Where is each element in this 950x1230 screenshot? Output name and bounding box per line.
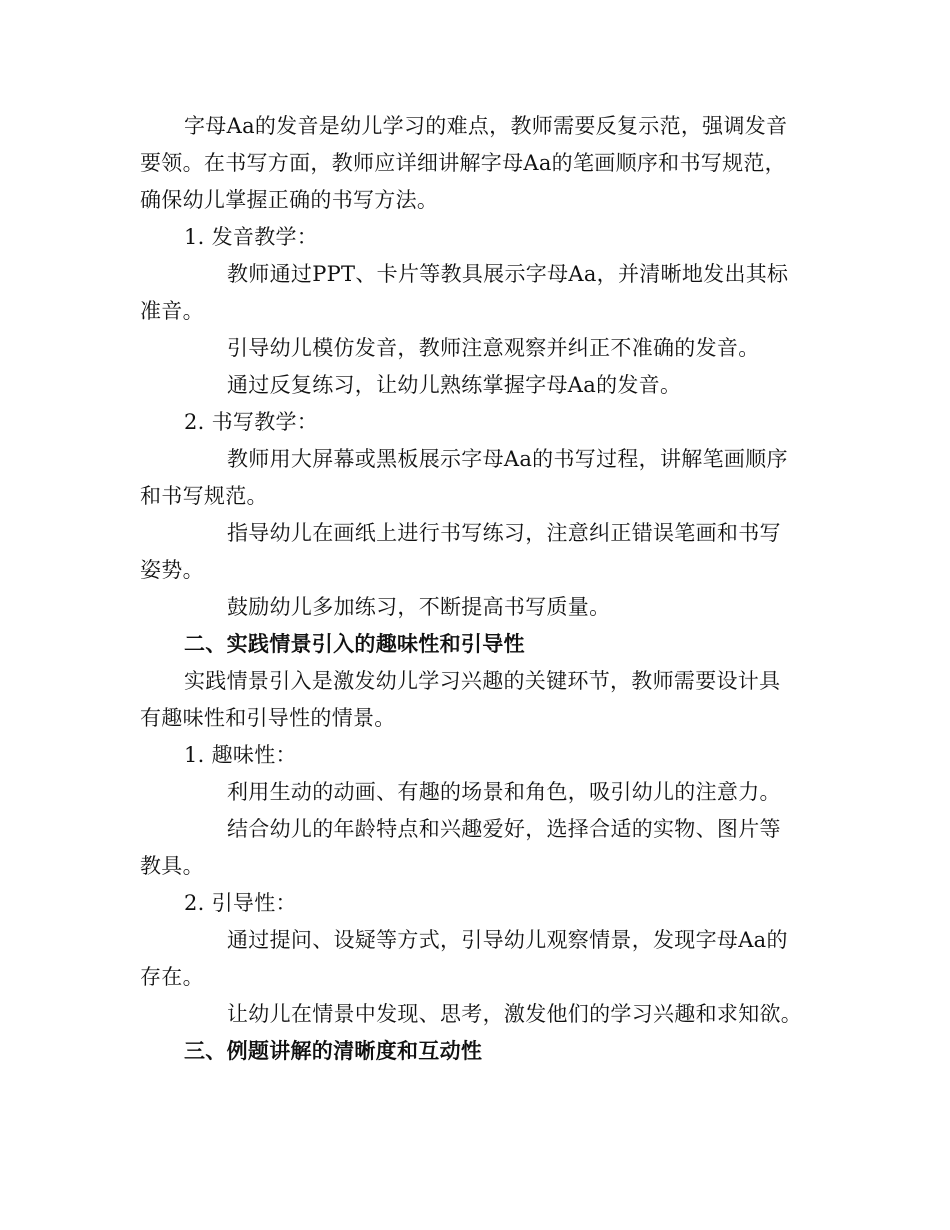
- section-heading: 三、例题讲解的清晰度和互动性: [184, 1038, 483, 1063]
- paragraph-line: 结合幼儿的年龄特点和兴趣爱好，选择合适的实物、图片等: [227, 817, 781, 841]
- paragraph-line: 教师通过PPT、卡片等教具展示字母Aa，并清晰地发出其标: [227, 262, 789, 286]
- paragraph-line: 姿势。: [140, 558, 204, 582]
- list-heading: 2. 引导性：: [184, 891, 297, 915]
- paragraph-line: 有趣味性和引导性的情景。: [140, 706, 396, 730]
- paragraph-line: 实践情景引入是激发幼儿学习兴趣的关键环节，教师需要设计具: [184, 669, 781, 693]
- paragraph-line: 通过提问、设疑等方式，引导幼儿观察情景，发现字母Aa的: [227, 928, 788, 952]
- section-heading: 二、实践情景引入的趣味性和引导性: [184, 631, 525, 656]
- paragraph-line: 教具。: [140, 854, 204, 878]
- paragraph-line: 通过反复练习，让幼儿熟练掌握字母Aa的发音。: [227, 373, 682, 397]
- paragraph-line: 和书写规范。: [140, 484, 268, 508]
- paragraph-line: 字母Aa的发音是幼儿学习的难点，教师需要反复示范，强调发音: [184, 114, 788, 138]
- paragraph-line: 要领。在书写方面，教师应详细讲解字母Aa的笔画顺序和书写规范，: [140, 151, 786, 175]
- paragraph-line: 教师用大屏幕或黑板展示字母Aa的书写过程，讲解笔画顺序: [227, 447, 788, 471]
- list-heading: 1. 趣味性：: [184, 743, 297, 767]
- paragraph-line: 引导幼儿模仿发音，教师注意观察并纠正不准确的发音。: [227, 336, 760, 360]
- paragraph-line: 指导幼儿在画纸上进行书写练习，注意纠正错误笔画和书写: [227, 521, 781, 545]
- list-heading: 1. 发音教学：: [184, 225, 319, 249]
- paragraph-line: 让幼儿在情景中发现、思考，激发他们的学习兴趣和求知欲。: [227, 1002, 803, 1026]
- paragraph-line: 鼓励幼儿多加练习，不断提高书写质量。: [227, 595, 611, 619]
- paragraph-line: 准音。: [140, 299, 204, 323]
- paragraph-line: 确保幼儿掌握正确的书写方法。: [140, 188, 439, 212]
- paragraph-line: 存在。: [140, 965, 204, 989]
- paragraph-line: 利用生动的动画、有趣的场景和角色，吸引幼儿的注意力。: [227, 780, 781, 804]
- list-heading: 2. 书写教学：: [184, 410, 319, 434]
